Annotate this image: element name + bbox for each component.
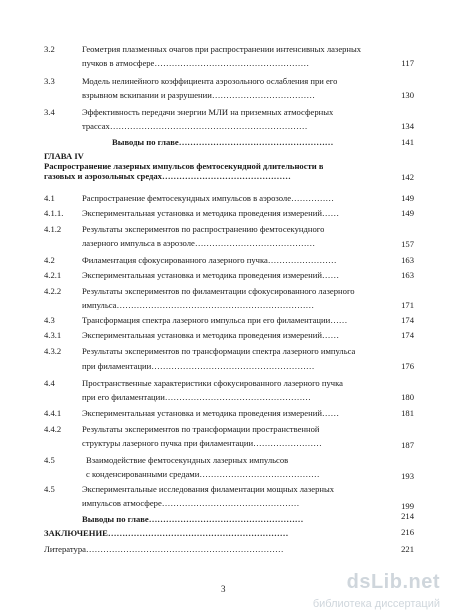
toc-entry-number: 4.1 bbox=[44, 193, 55, 203]
toc-entry-page: 117 bbox=[401, 58, 414, 68]
toc-entry-number: 4.4.2 bbox=[44, 424, 62, 434]
toc-entry-page: 157 bbox=[401, 239, 414, 249]
toc-entry-title: Выводы по главе……………………………………………… bbox=[82, 514, 304, 524]
toc-entry-page: 180 bbox=[401, 392, 414, 402]
toc-entry-title: ЗАКЛЮЧЕНИЕ……………………………………………………… bbox=[44, 528, 289, 538]
toc-entry-page: 142 bbox=[401, 172, 414, 182]
toc-entry-page: 141 bbox=[401, 137, 414, 147]
toc-entry-number: 3.3 bbox=[44, 76, 55, 86]
toc-entry-title: с конденсированными средами…………………………………… bbox=[86, 469, 320, 479]
toc-entry-page: 163 bbox=[401, 255, 414, 265]
toc-entry-title: Результаты экспериментов по трансформации пространственной bbox=[82, 424, 320, 434]
page-number: 3 bbox=[221, 584, 226, 594]
toc-entry-title: при филаментации………………………………………………… bbox=[82, 361, 315, 371]
toc-entry-title: импульсов атмосфере………………………………………… bbox=[82, 498, 300, 508]
toc-entry-number: 4.3 bbox=[44, 315, 55, 325]
toc-entry-number: 4.5 bbox=[44, 484, 55, 494]
toc-entry-title: при его филаментации…………………………………………… bbox=[82, 392, 311, 402]
toc-entry-number: 3.4 bbox=[44, 107, 55, 117]
toc-entry-title: Экспериментальные исследования филаментации мощных лазерных bbox=[82, 484, 335, 494]
toc-entry-title: Результаты экспериментов по филаментации сфокусированного лазерного bbox=[82, 286, 355, 296]
toc-entry-title: газовых и аэрозольных средах……………………………………… bbox=[44, 171, 291, 181]
toc-entry-page: 174 bbox=[401, 315, 414, 325]
toc-entry-page: 149 bbox=[401, 208, 414, 218]
toc-entry-title: Выводы по главе……………………………………………… bbox=[112, 137, 334, 147]
toc-entry-page: 149 bbox=[401, 193, 414, 203]
toc-entry-page: 187 bbox=[401, 440, 414, 450]
toc-entry-title: Распространение фемтосекундных импульсов в аэрозоле…………… bbox=[82, 193, 335, 203]
toc-entry-title: Экспериментальная установка и методика проведения измерений…… bbox=[82, 330, 340, 340]
toc-entry-title: Результаты экспериментов по распространению фемтосекундного bbox=[82, 224, 325, 234]
toc-entry-number: 4.5 bbox=[44, 455, 55, 465]
watermark-logo: dsLib.net bbox=[346, 571, 440, 593]
toc-entry-title: Экспериментальная установка и методика проведения измерений…… bbox=[82, 270, 340, 280]
toc-entry-title: трассах…………………………………………………………… bbox=[82, 121, 308, 131]
toc-entry-number: 4.1.1. bbox=[44, 208, 64, 218]
toc-entry-page: 134 bbox=[401, 121, 414, 131]
toc-entry-title: пучков в атмосфере……………………………………………… bbox=[82, 58, 310, 68]
toc-entry-page: 199 bbox=[401, 501, 414, 511]
chapter-heading: ГЛАВА IV bbox=[44, 151, 84, 161]
toc-entry-title: Пространственные характеристики сфокусированного лазерного пучка bbox=[82, 378, 343, 388]
toc-entry-page: 221 bbox=[401, 544, 414, 554]
toc-entry-title: Филаментация сфокусированного лазерного пучка…………………… bbox=[82, 255, 337, 265]
toc-entry-title: Модель нелинейного коэффициента аэрозольного ослабления при его bbox=[82, 76, 338, 86]
toc-entry-page: 214 bbox=[401, 511, 414, 521]
toc-entry-title: Взаимодействие фемтосекундных лазерных импульсов bbox=[86, 455, 289, 465]
toc-entry-number: 4.1.2 bbox=[44, 224, 62, 234]
toc-entry-page: 181 bbox=[401, 408, 414, 418]
toc-entry-number: 4.2.2 bbox=[44, 286, 62, 296]
toc-entry-page: 216 bbox=[401, 527, 414, 537]
toc-entry-page: 130 bbox=[401, 90, 414, 100]
toc-entry-number: 4.2.1 bbox=[44, 270, 62, 280]
watermark-subtitle: библиотека диссертаций bbox=[312, 598, 440, 610]
toc-entry-number: 4.4 bbox=[44, 378, 55, 388]
toc-entry-title: импульса…………………………………………………………… bbox=[82, 300, 315, 310]
toc-entry-page: 176 bbox=[401, 361, 414, 371]
toc-entry-number: 4.3.2 bbox=[44, 346, 62, 356]
toc-entry-number: 4.4.1 bbox=[44, 408, 62, 418]
toc-entry-page: 193 bbox=[401, 471, 414, 481]
toc-entry-title: Результаты экспериментов по трансформации спектра лазерного импульса bbox=[82, 346, 356, 356]
toc-entry-title: Распространение лазерных импульсов фемтосекундной длительности в bbox=[44, 161, 324, 171]
toc-entry-title: взрывном вскипании и разрушении……………………………… bbox=[82, 90, 315, 100]
toc-entry-number: 3.2 bbox=[44, 44, 55, 54]
toc-entry-title: Литература…………………………………………………………… bbox=[44, 544, 284, 554]
toc-entry-title: структуры лазерного пучка при филаментации…………………… bbox=[82, 438, 322, 448]
toc-entry-number: 4.2 bbox=[44, 255, 55, 265]
toc-entry-title: Эффективность передачи энергии МЛИ на приземных атмосферных bbox=[82, 107, 334, 117]
toc-entry-title: Экспериментальная установка и методика проведения измерений…… bbox=[82, 408, 340, 418]
toc-entry-page: 174 bbox=[401, 330, 414, 340]
toc-entry-number: 4.3.1 bbox=[44, 330, 62, 340]
toc-entry-title: Геометрия плазменных очагов при распространении интенсивных лазерных bbox=[82, 44, 362, 54]
toc-entry-page: 163 bbox=[401, 270, 414, 280]
toc-entry-title: лазерного импульса в аэрозоле…………………………………… bbox=[82, 238, 316, 248]
toc-entry-title: Экспериментальная установка и методика проведения измерений…… bbox=[82, 208, 340, 218]
toc-entry-page: 171 bbox=[401, 300, 414, 310]
toc-entry-title: Трансформация спектра лазерного импульса при его филаментации…… bbox=[82, 315, 348, 325]
